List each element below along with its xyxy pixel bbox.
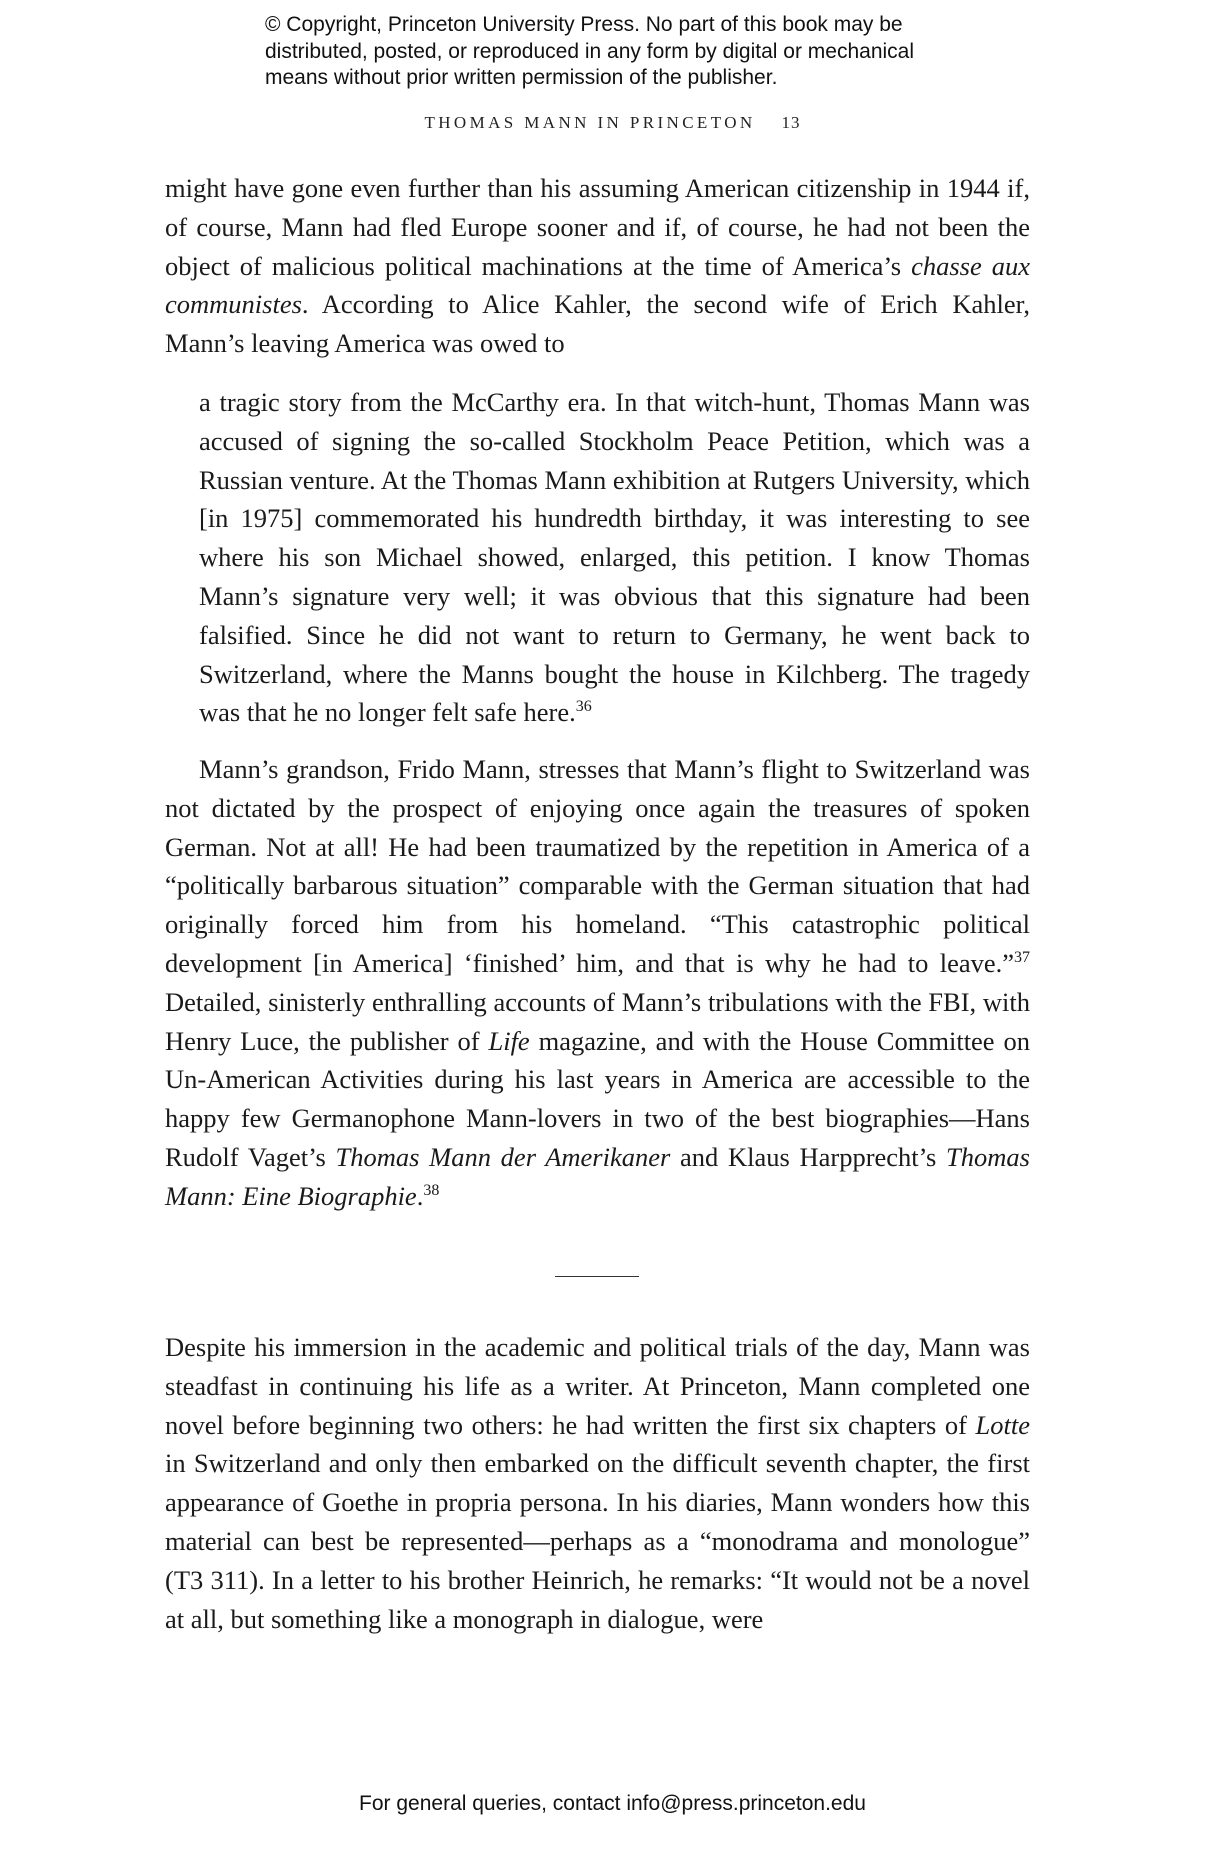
- italic-phrase: Thomas Mann: Eine Biographie: [165, 1141, 1030, 1211]
- paragraph-text: Detailed, sinisterly enthralling accounts of Mann’s tribulations with the FBI, with Henry Luce, the publisher of: [165, 986, 1030, 1056]
- copyright-line: distributed, posted, or reproduced in any form by digital or mechanical: [265, 39, 915, 63]
- footnote-ref-36: 36: [575, 698, 592, 716]
- paragraph-text: Despite his immersion in the academic and political trials of the day, Mann was steadfast in continuing his life as a writer. At Princeton, Mann completed one novel before beginning two others: he had written the first six chapters of: [165, 1332, 1030, 1440]
- italic-phrase: Lotte: [975, 1409, 1030, 1440]
- italic-phrase: chasse aux communistes: [165, 250, 1030, 320]
- paragraph-text: in Switzerland and only then embarked on the difficult seventh chapter, the first appearance of Goethe in propria persona. In his diaries, Mann wonders how this material can best be represented—perhaps as a “monodrama and monologue” (T3 311). In a letter to his brother Heinrich, he remarks: “It would not be a novel at all, but something like a monograph in dialogue, were: [165, 1448, 1030, 1634]
- running-head: [0, 113, 1225, 133]
- body-paragraph-2: [165, 750, 1030, 1216]
- body-paragraph-1: [165, 169, 1030, 363]
- footnote-ref-37: 37: [1014, 949, 1030, 967]
- quote-text: a tragic story from the McCarthy era. In that witch-hunt, Thomas Mann was accused of signing the so-called Stockholm Peace Petition, which was a Russian venture. At the Thomas Mann exhibition at Rutgers University, which [in 1975] commemorated his hundredth birthday, it was interesting to see where his son Michael showed, enlarged, this petition. I know Thomas Mann’s signature very well; it was obvious that this signature had been falsified. Since he did not want to return to Germany, he went back to Switzerland, where the Manns bought the house in Kilchberg. The tragedy was that he no longer felt safe here.: [199, 387, 1030, 728]
- section-divider: [555, 1276, 639, 1277]
- paragraph-text: might have gone even further than his assuming American citizenship in 1944 if, of course, Mann had fled Europe sooner and if, of course, he had not been the object of malicious political machinations at the time of America’s: [165, 173, 1030, 281]
- copyright-line: © Copyright, Princeton University Press. No part of this book may be: [265, 13, 903, 36]
- copyright-notice: [265, 12, 985, 92]
- block-quote: [199, 383, 1030, 732]
- paragraph-text: .: [416, 1180, 424, 1211]
- italic-phrase: Life: [488, 1025, 530, 1056]
- footnote-ref-38: 38: [423, 1181, 440, 1199]
- paragraph-text: Mann’s grandson, Frido Mann, stresses that Mann’s flight to Switzerland was not dictated by the prospect of enjoying once again the treasures of spoken German. Not at all! He had been traumatized by the repetition in America of a “politically barbarous situation” comparable with the German situation that had originally forced him from his homeland. “This catastrophic political development [in America] ‘finished’ him, and that is why he had to leave.”: [165, 754, 1030, 978]
- paragraph-text: magazine, and with the House Committee on Un-American Activities during his last years in America are accessible to the happy few Germanophone Mann-lovers in two of the best biographies—Hans Rudolf Vaget’s: [165, 1025, 1030, 1172]
- paragraph-text: . According to Alice Kahler, the second wife of Erich Kahler, Mann’s leaving America was owed to: [165, 289, 1030, 359]
- page-number: 13: [781, 113, 801, 132]
- italic-phrase: Thomas Mann der Amerikaner: [335, 1141, 671, 1172]
- running-head-title: THOMAS MANN IN PRINCETON: [424, 113, 756, 132]
- footer-contact: For general queries, contact info@press.princeton.edu: [359, 1792, 866, 1815]
- body-paragraph-3: [165, 1328, 1030, 1638]
- copyright-line: means without prior written permission of the publisher.: [265, 66, 778, 89]
- paragraph-text: and Klaus Harpprecht’s: [670, 1141, 947, 1172]
